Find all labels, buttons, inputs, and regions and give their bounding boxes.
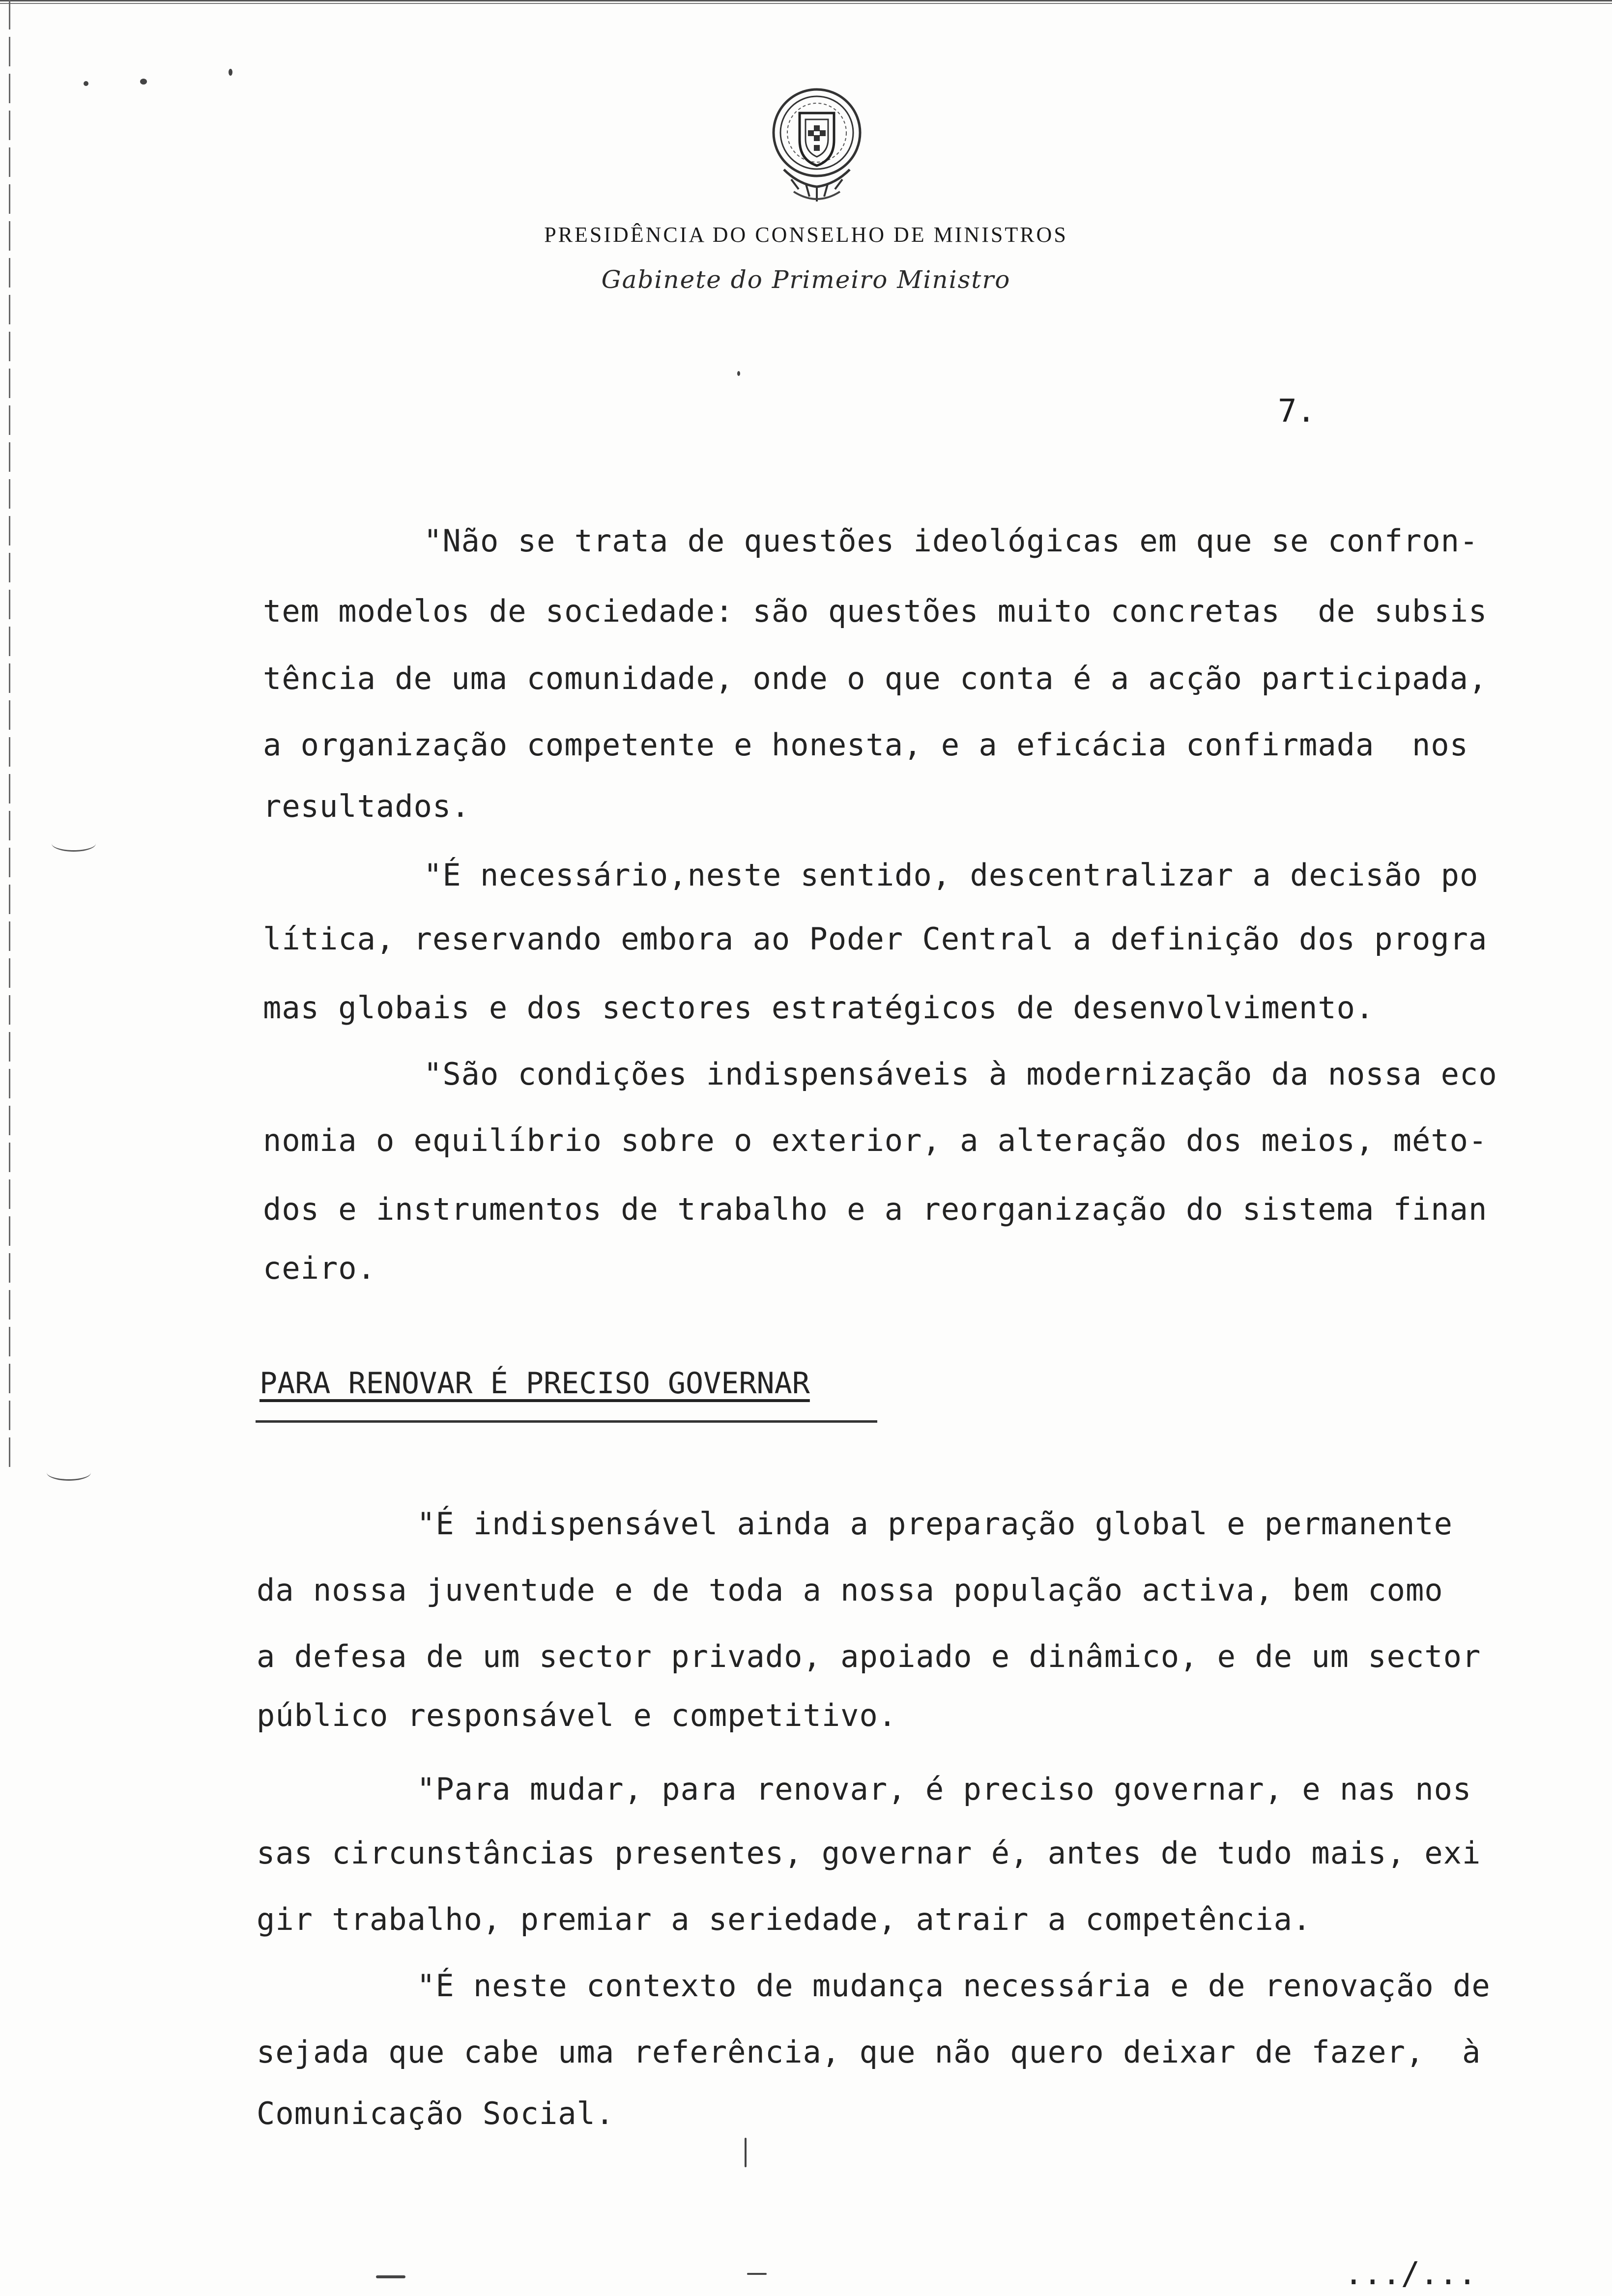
office-subtitle: Gabinete do Primeiro Ministro bbox=[601, 265, 1011, 294]
body-line: tem modelos de sociedade: são questões muito concretas de subsis bbox=[263, 593, 1488, 629]
body-line: resultados. bbox=[263, 788, 470, 824]
coat-of-arms-icon bbox=[764, 86, 870, 206]
body-line: Comunicação Social. bbox=[257, 2095, 615, 2131]
continuation-mark: .../... bbox=[1344, 2256, 1477, 2292]
left-margin-line bbox=[9, 0, 10, 1474]
body-line: "Não se trata de questões ideológicas em que se confron- bbox=[424, 523, 1479, 559]
body-line: "Para mudar, para renovar, é preciso governar, e nas nos bbox=[417, 1771, 1472, 1807]
body-line: ceiro. bbox=[263, 1250, 376, 1286]
scan-speck bbox=[747, 2273, 767, 2275]
body-line: a organização competente e honesta, e a eficácia confirmada nos bbox=[263, 727, 1468, 763]
body-line: "São condições indispensáveis à modernização da nossa eco bbox=[424, 1056, 1497, 1092]
body-line: "É necessário,neste sentido, descentralizar a decisão po bbox=[424, 857, 1479, 893]
margin-mark bbox=[47, 1464, 91, 1481]
body-line: "É neste contexto de mudança necessária e de renovação de bbox=[417, 1968, 1491, 2004]
body-line: público responsável e competitivo. bbox=[257, 1697, 897, 1733]
scan-speck bbox=[737, 371, 740, 376]
body-line: mas globais e dos sectores estratégicos de desenvolvimento. bbox=[263, 990, 1375, 1026]
scan-speck bbox=[84, 81, 88, 86]
body-line: da nossa juventude e de toda a nossa população activa, bem como bbox=[257, 1572, 1443, 1608]
scan-speck bbox=[376, 2275, 405, 2278]
scan-speck bbox=[140, 79, 147, 85]
body-line: lítica, reservando embora ao Poder Central a definição dos progra bbox=[263, 921, 1488, 957]
scan-speck bbox=[745, 2138, 747, 2167]
margin-mark bbox=[52, 835, 96, 852]
body-line: "É indispensável ainda a preparação global e permanente bbox=[417, 1506, 1453, 1542]
page-number: 7. bbox=[1278, 393, 1316, 430]
top-border-rule bbox=[0, 0, 1612, 5]
heading-underline bbox=[256, 1420, 877, 1423]
section-heading: PARA RENOVAR É PRECISO GOVERNAR bbox=[259, 1366, 810, 1401]
body-line: nomia o equilíbrio sobre o exterior, a alteração dos meios, méto- bbox=[263, 1122, 1488, 1158]
body-line: dos e instrumentos de trabalho e a reorganização do sistema finan bbox=[263, 1191, 1488, 1227]
scan-speck bbox=[229, 69, 232, 76]
institution-title: PRESIDÊNCIA DO CONSELHO DE MINISTROS bbox=[544, 223, 1068, 247]
body-line: tência de uma comunidade, onde o que conta é a acção participada, bbox=[263, 660, 1488, 696]
body-line: sas circunstâncias presentes, governar é, antes de tudo mais, exi bbox=[257, 1835, 1481, 1871]
body-line: gir trabalho, premiar a seriedade, atrair a competência. bbox=[257, 1901, 1312, 1937]
body-line: a defesa de um sector privado, apoiado e dinâmico, e de um sector bbox=[257, 1638, 1481, 1674]
body-line: sejada que cabe uma referência, que não quero deixar de fazer, à bbox=[257, 2034, 1481, 2070]
